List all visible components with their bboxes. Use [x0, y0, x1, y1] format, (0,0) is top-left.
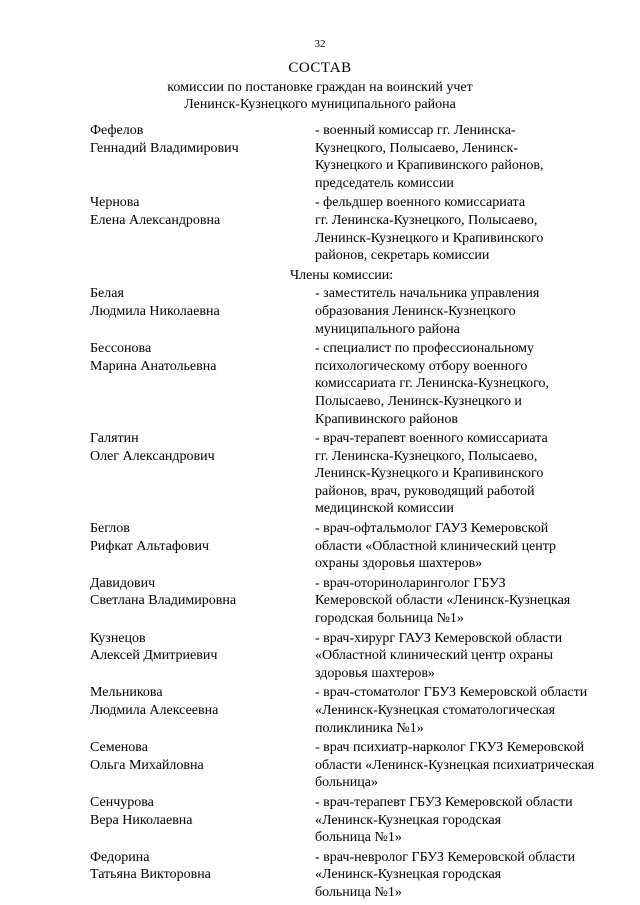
member-row — [0, 520, 640, 573]
role-line: комиссариата гг. Ленинска-Кузнецкого, — [315, 376, 550, 392]
person-given-names: Елена Александровна — [90, 212, 221, 228]
role-line: Кузнецкого и Крапивинского районов, — [315, 158, 544, 174]
person-surname: Бессонова — [90, 341, 152, 357]
role-line: - врач-терапевт военного комиссариата — [315, 431, 548, 447]
person-given-names: Олег Александрович — [90, 448, 215, 464]
person-name — [90, 194, 295, 264]
person-surname: Кузнецов — [90, 630, 146, 646]
role-line: - военный комиссар гг. Ленинска- — [315, 123, 516, 138]
document-subtitle-line-2: Ленинск-Кузнецкого муниципального района — [184, 97, 456, 112]
role-line: Крапивинского районов — [315, 411, 458, 427]
person-role — [315, 520, 615, 573]
leadership-row — [0, 194, 640, 264]
person-surname: Фефелов — [90, 123, 144, 138]
person-surname: Беглов — [90, 521, 130, 537]
role-line: председатель комиссии — [315, 175, 454, 191]
role-line: больница №1» — [315, 884, 402, 900]
role-line: - врач-оториноларинголог ГБУЗ — [315, 575, 506, 591]
person-surname: Мельникова — [90, 685, 163, 701]
page-number: 32 — [314, 38, 326, 50]
member-row — [0, 630, 640, 683]
person-surname: Федорина — [90, 849, 150, 865]
role-line: Ленинск-Кузнецкого и Крапивинского — [315, 466, 544, 482]
role-line: - заместитель начальника управления — [315, 286, 540, 302]
role-line: гг. Ленинска-Кузнецкого, Полысаево, — [315, 212, 538, 228]
role-line: - специалист по профессиональному — [315, 341, 535, 357]
person-given-names: Людмила Николаевна — [90, 303, 220, 319]
role-line: Полысаево, Ленинск-Кузнецкого и — [315, 393, 522, 409]
member-row — [0, 684, 640, 737]
person-role — [315, 684, 615, 737]
role-line: городская больница №1» — [315, 611, 464, 627]
person-role — [315, 739, 615, 792]
person-role — [315, 340, 615, 428]
role-line: «Ленинск-Кузнецкая стоматологическая — [315, 703, 556, 718]
person-name — [90, 684, 295, 737]
person-surname: Семенова — [90, 740, 148, 756]
person-role — [315, 430, 615, 518]
person-surname: Сенчурова — [90, 794, 154, 810]
person-given-names: Татьяна Викторовна — [90, 867, 211, 883]
role-line: - врач-хирург ГАУЗ Кемеровской области — [315, 630, 563, 646]
member-row — [0, 739, 640, 792]
person-given-names: Вера Николаевна — [90, 812, 193, 828]
person-name — [90, 794, 295, 847]
role-line: - фельдшер военного комиссариата — [315, 195, 526, 211]
person-surname: Давидович — [90, 575, 156, 591]
person-name — [90, 430, 295, 518]
role-line: Кемеровской области «Ленинск-Кузнецкая — [315, 593, 571, 609]
person-given-names: Геннадий Владимирович — [90, 140, 239, 156]
commission-members — [0, 285, 640, 901]
leadership-row — [0, 122, 640, 192]
person-name — [90, 122, 295, 192]
role-line: - врач-терапевт ГБУЗ Кемеровской области — [315, 794, 573, 810]
person-given-names: Людмила Алексеевна — [90, 703, 219, 718]
person-name — [90, 849, 295, 902]
member-row — [0, 285, 640, 338]
role-line: муниципального района — [315, 321, 460, 337]
role-line: Кузнецкого, Полысаево, Ленинск- — [315, 140, 518, 156]
person-name — [90, 520, 295, 573]
person-given-names: Марина Анатольевна — [90, 358, 217, 374]
role-line: области «Областной клинический центр — [315, 538, 557, 554]
document-title: СОСТАВ — [288, 60, 352, 76]
role-line: - врач-невролог ГБУЗ Кемеровской области — [315, 849, 576, 865]
role-line: охраны здоровья шахтеров» — [315, 556, 483, 572]
role-line: - врач психиатр-нарколог ГКУЗ Кемеровской — [315, 740, 585, 756]
role-line: здоровья шахтеров» — [315, 665, 435, 681]
person-role — [315, 630, 615, 683]
role-line: «Ленинск-Кузнецкая городская — [315, 812, 502, 828]
role-line: больница №1» — [315, 830, 402, 846]
role-line: Ленинск-Кузнецкого и Крапивинского — [315, 230, 544, 246]
person-given-names: Светлана Владимировна — [90, 593, 237, 609]
role-line: «Ленинск-Кузнецкая городская — [315, 867, 502, 883]
person-role — [315, 285, 615, 338]
member-row — [0, 430, 640, 518]
document-subtitle-line-1: комиссии по постановке граждан на воинский учет — [167, 80, 473, 95]
role-line: больница» — [315, 775, 378, 791]
person-role — [315, 849, 615, 902]
person-role — [315, 122, 615, 192]
role-line: - врач-стоматолог ГБУЗ Кемеровской области — [315, 685, 588, 701]
person-role — [315, 575, 615, 628]
commission-leadership — [0, 122, 640, 265]
person-role — [315, 194, 615, 264]
role-line: образования Ленинск-Кузнецкого — [315, 303, 516, 319]
member-row — [0, 794, 640, 847]
commission-list — [0, 122, 640, 904]
person-name — [90, 630, 295, 683]
person-surname: Галятин — [90, 431, 139, 447]
role-line: районов, врач, руководящий работой — [315, 483, 535, 499]
role-line: гг. Ленинска-Кузнецкого, Полысаево, — [315, 448, 538, 464]
person-given-names: Ольга Михайловна — [90, 757, 204, 773]
role-line: поликлиника №1» — [315, 720, 424, 736]
members-header: Члены комиссии: — [290, 267, 394, 283]
member-row — [0, 575, 640, 628]
person-name — [90, 575, 295, 628]
person-surname: Чернова — [90, 195, 140, 211]
person-name — [90, 285, 295, 338]
person-name — [90, 340, 295, 428]
person-name — [90, 739, 295, 792]
role-line: - врач-офтальмолог ГАУЗ Кемеровской — [315, 521, 549, 537]
member-row — [0, 340, 640, 428]
member-row — [0, 849, 640, 902]
role-line: медицинской комиссии — [315, 501, 454, 517]
role-line: психологическому отбору военного — [315, 358, 528, 374]
person-surname: Белая — [90, 286, 124, 302]
role-line: области «Ленинск-Кузнецкая психиатрическая — [315, 757, 595, 773]
role-line: «Областной клинический центр охраны — [315, 648, 554, 664]
person-given-names: Алексей Дмитриевич — [90, 648, 218, 664]
person-given-names: Рифкат Альтафович — [90, 538, 210, 554]
role-line: районов, секретарь комиссии — [315, 248, 490, 264]
person-role — [315, 794, 615, 847]
